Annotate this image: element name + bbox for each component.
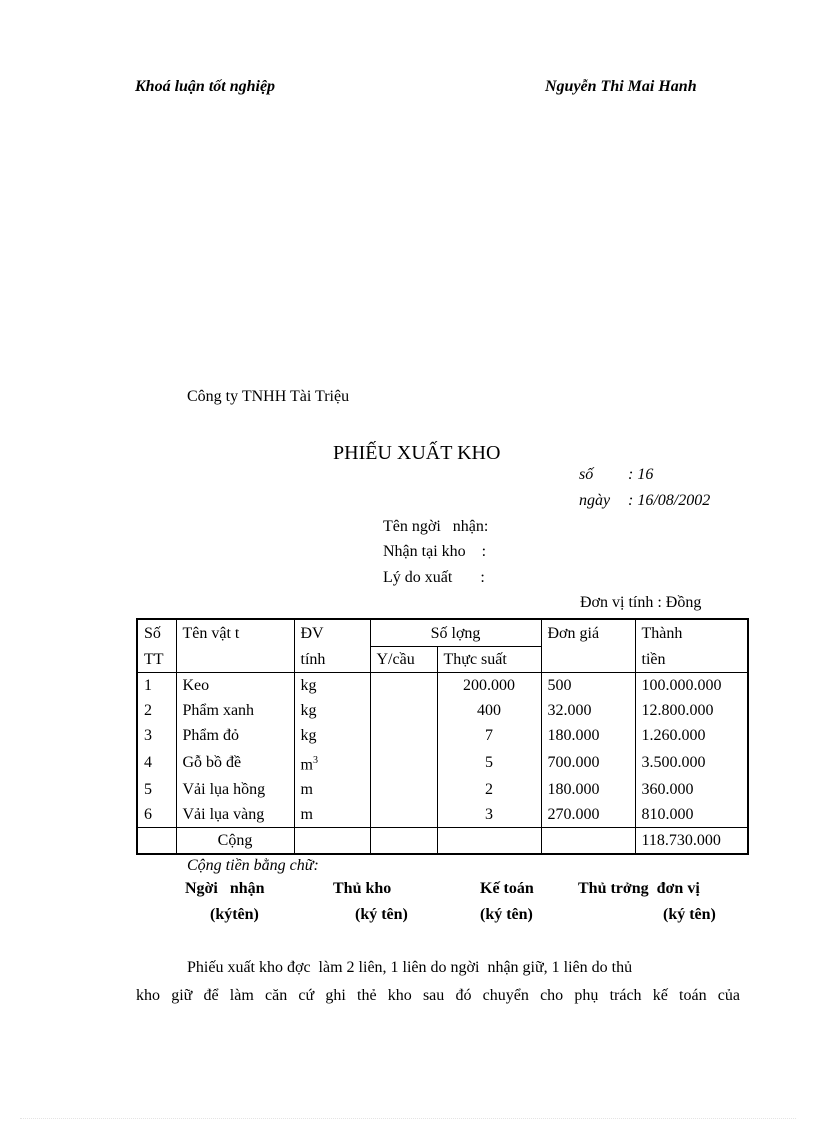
cell-stt: 5	[137, 777, 176, 802]
unit-text: kg	[300, 702, 317, 719]
header-unit-2: tính	[294, 647, 370, 673]
cell-stt: 1	[137, 673, 176, 699]
header-price: Đơn giá	[541, 619, 635, 647]
cell-price: 700.000	[541, 748, 635, 777]
issue-table	[136, 618, 749, 855]
total-empty-cell	[370, 828, 437, 855]
cell-qty-actual: 5	[437, 748, 541, 777]
signature-accountant-sign: (ký tên)	[480, 906, 533, 923]
cell-amount: 12.800.000	[635, 698, 748, 723]
cell-unit	[294, 802, 370, 828]
cell-amount: 3.500.000	[635, 748, 748, 777]
unit-note: Đơn vị tính : Đồng	[580, 594, 702, 611]
cell-name: Vải lụa vàng	[176, 802, 294, 828]
cell-qty-required	[370, 698, 437, 723]
page-bottom-rule	[20, 1118, 796, 1119]
cell-qty-required	[370, 723, 437, 748]
field-warehouse: Nhận tại kho :	[383, 543, 487, 560]
field-reason: Lý do xuất :	[383, 569, 485, 586]
cell-price: 270.000	[541, 802, 635, 828]
cell-price: 180.000	[541, 777, 635, 802]
date-value: : 16/08/2002	[628, 492, 711, 509]
table-subheader-row	[137, 647, 748, 673]
header-unit: ĐV	[294, 619, 370, 647]
unit-text: kg	[300, 677, 317, 694]
cell-qty-actual: 200.000	[437, 673, 541, 699]
cell-qty-actual: 400	[437, 698, 541, 723]
header-name: Tên vật t	[176, 619, 294, 647]
unit-text: m	[300, 756, 313, 774]
number-label: số	[579, 466, 594, 483]
signature-accountant-role: Kế toán	[480, 880, 534, 897]
cell-price: 180.000	[541, 723, 635, 748]
signature-receiver-role: Ngời nhận	[185, 880, 265, 897]
table-row	[137, 673, 748, 699]
field-receiver: Tên ngời nhận:	[383, 518, 489, 535]
total-label: Cộng	[176, 828, 294, 855]
unit-text: m	[300, 781, 313, 799]
table-row	[137, 802, 748, 828]
header-amount: Thành	[635, 619, 748, 647]
cell-amount: 1.260.000	[635, 723, 748, 748]
cell-name: Keo	[176, 673, 294, 699]
cell-stt: 4	[137, 748, 176, 777]
header-price-2	[541, 647, 635, 673]
company-name: Công ty TNHH Tài Triệu	[187, 388, 350, 405]
total-amount: 118.730.000	[635, 828, 748, 855]
cell-stt: 2	[137, 698, 176, 723]
cell-qty-actual: 3	[437, 802, 541, 828]
unit-text: m	[300, 806, 313, 824]
total-empty-cell	[137, 828, 176, 855]
cell-stt: 3	[137, 723, 176, 748]
cell-price: 32.000	[541, 698, 635, 723]
total-empty-cell	[294, 828, 370, 855]
signature-director-role: Thủ trởng đơn vị	[578, 880, 700, 897]
cell-amount: 100.000.000	[635, 673, 748, 699]
unit-text: kg	[300, 727, 317, 744]
header-left: Khoá luận tốt nghiệp	[135, 78, 276, 95]
cell-price: 500	[541, 673, 635, 699]
cell-unit	[294, 748, 370, 777]
paragraph-line-1: Phiếu xuất kho đợc làm 2 liên, 1 liên do ngời nhận giữ, 1 liên do thủ	[187, 959, 633, 976]
document-title: PHIẾU XUẤT KHO	[333, 442, 501, 464]
cell-stt: 6	[137, 802, 176, 828]
paragraph-line-2: kho giữ để làm căn cứ ghi thẻ kho sau đó chuyển cho phụ trách kế toán của	[136, 987, 740, 1004]
number-value: : 16	[628, 466, 654, 483]
date-label: ngày	[579, 492, 611, 509]
cell-unit	[294, 698, 370, 723]
header-quantity: Số lợng	[370, 619, 541, 647]
table-header-row	[137, 619, 748, 647]
header-qty-actual: Thực suất	[437, 647, 541, 673]
signature-storekeeper-role: Thủ kho	[333, 880, 392, 897]
cell-name: Phẩm đỏ	[176, 723, 294, 748]
cell-qty-required	[370, 777, 437, 802]
header-qty-required: Y/cầu	[370, 647, 437, 673]
header-stt: Số	[137, 619, 176, 647]
table-row	[137, 748, 748, 777]
cell-unit	[294, 673, 370, 699]
cell-name: Vải lụa hồng	[176, 777, 294, 802]
cell-unit	[294, 723, 370, 748]
signature-director-sign: (ký tên)	[663, 906, 716, 923]
cell-qty-actual: 7	[437, 723, 541, 748]
cell-amount: 810.000	[635, 802, 748, 828]
cell-qty-required	[370, 673, 437, 699]
unit-superscript: 3	[312, 755, 318, 766]
cell-qty-actual: 2	[437, 777, 541, 802]
cell-name: Phẩm xanh	[176, 698, 294, 723]
signature-receiver-sign: (kýtên)	[210, 906, 259, 923]
header-amount-2: tiền	[635, 647, 748, 673]
signature-storekeeper-sign: (ký tên)	[355, 906, 408, 923]
cell-qty-required	[370, 802, 437, 828]
header-right: Nguyễn Thi Mai Hanh	[545, 78, 697, 95]
header-stt-2: TT	[137, 647, 176, 673]
cell-unit	[294, 777, 370, 802]
cell-name: Gỗ bồ đề	[176, 748, 294, 777]
total-row	[137, 828, 748, 855]
cell-amount: 360.000	[635, 777, 748, 802]
table-row	[137, 777, 748, 802]
cell-qty-required	[370, 748, 437, 777]
header-name-2	[176, 647, 294, 673]
table-row	[137, 723, 748, 748]
amount-in-words: Cộng tiền bằng chữ:	[187, 857, 319, 874]
total-empty-cell	[541, 828, 635, 855]
table-row	[137, 698, 748, 723]
total-empty-cell	[437, 828, 541, 855]
